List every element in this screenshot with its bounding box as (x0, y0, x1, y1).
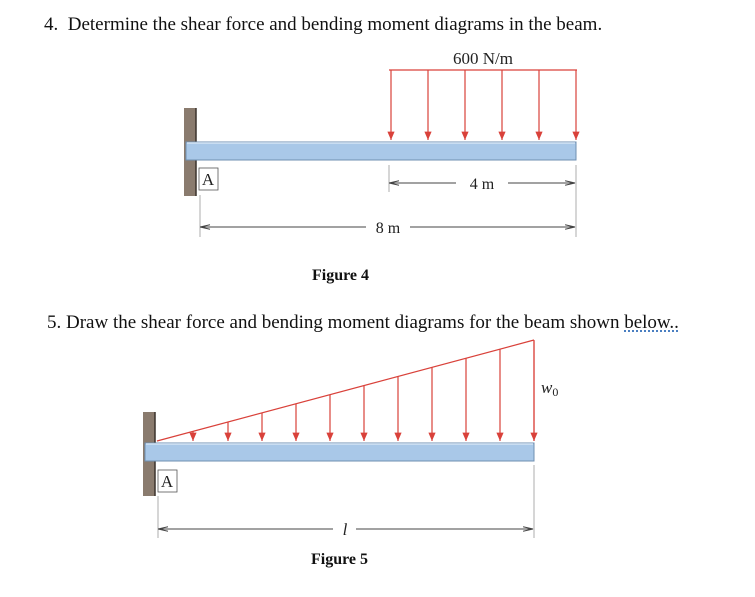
figure-5-caption: Figure 5 (311, 551, 369, 568)
dimension-8m-label: 8 m (375, 220, 401, 237)
load-intensity-label: w0 (541, 378, 559, 399)
problem-5-text: 5. Draw the shear force and bending moment diagrams for the beam shown (47, 312, 625, 333)
figure-4-caption: Figure 4 (312, 267, 370, 284)
figure-4 (184, 49, 577, 237)
distributed-load (389, 70, 577, 140)
dimension-8m (201, 220, 575, 237)
figure-5 (143, 340, 558, 539)
problem-4-text: Determine the shear force and bending moment diagrams in the beam. (67, 14, 603, 35)
problem-5-statement (47, 312, 679, 334)
triangular-load (157, 340, 534, 441)
support-label-a: A (201, 170, 215, 189)
dimension-4m (390, 176, 575, 193)
beam (186, 142, 576, 160)
problem-5-text-tail: below.. (624, 312, 679, 333)
beam-5 (145, 443, 534, 461)
problem-4-number: 4. (44, 14, 59, 35)
dimension-l-label: l (342, 520, 348, 539)
support-label-a-5: A (160, 472, 174, 491)
dimension-4m-label: 4 m (469, 176, 495, 193)
dimension-l (159, 520, 533, 539)
load-label: 600 N/m (453, 49, 513, 68)
